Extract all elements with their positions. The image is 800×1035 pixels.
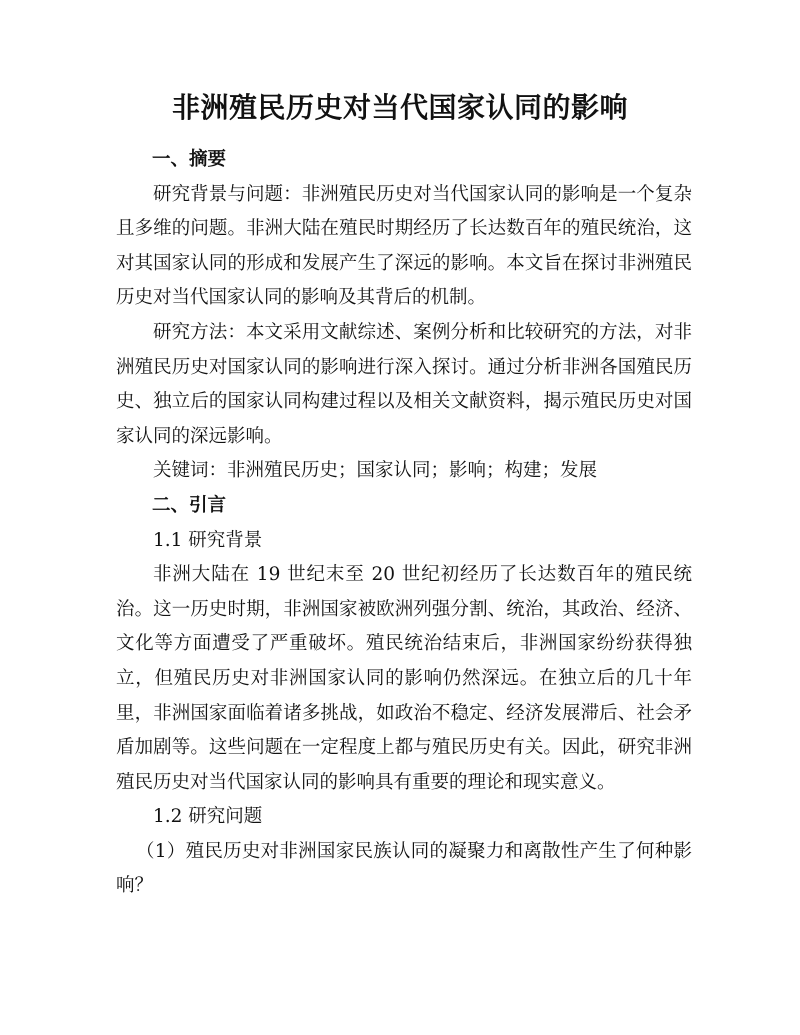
subsection-heading-background: 1.1 研究背景 bbox=[153, 529, 263, 551]
research-question-1: （1）殖民历史对非洲国家民族认同的凝聚力和离散性产生了何种影响？ bbox=[116, 840, 692, 897]
background-paragraph: 非洲大陆在 19 世纪末至 20 世纪初经历了长达数百年的殖民统治。这一历史时期，非洲国家被欧洲列强分割、统治，其政治、经济、文化等方面遭受了严重破坏。殖民统治结束后，非洲国家纷纷获得独立，但殖民历史对非洲国家认同的影响仍然深远。在独立后的几十年里，非洲国家面临着诸多挑战，如政治不稳定、经济发展滞后、社会矛盾加剧等。这些问题在一定程度上都与殖民历史有关。因此，研究非洲殖民历史对当代国家认同的影响具有重要的理论和现实意义。 bbox=[116, 564, 692, 793]
abstract-heading: 一、摘要 bbox=[152, 149, 227, 170]
document-body bbox=[116, 143, 692, 904]
abstract-paragraph-background: 研究背景与问题：非洲殖民历史对当代国家认同的影响是一个复杂且多维的问题。非洲大陆在殖民时期经历了长达数百年的殖民统治，这对其国家认同的形成和发展产生了深远的影响。本文旨在探讨非洲殖民历史对当代国家认同的影响及其背后的机制。 bbox=[116, 183, 692, 309]
document-title: 非洲殖民历史对当代国家认同的影响 bbox=[171, 91, 628, 124]
keywords-line: 关键词：非洲殖民历史；国家认同；影响；构建；发展 bbox=[153, 460, 598, 482]
abstract-paragraph-method: 研究方法：本文采用文献综述、案例分析和比较研究的方法，对非洲殖民历史对国家认同的影响进行深入探讨。通过分析非洲各国殖民历史、独立后的国家认同构建过程以及相关文献资料，揭示殖民历史对国家认同的深远影响。 bbox=[116, 321, 692, 447]
subsection-heading-questions: 1.2 研究问题 bbox=[153, 806, 263, 828]
introduction-heading: 二、引言 bbox=[152, 494, 227, 516]
